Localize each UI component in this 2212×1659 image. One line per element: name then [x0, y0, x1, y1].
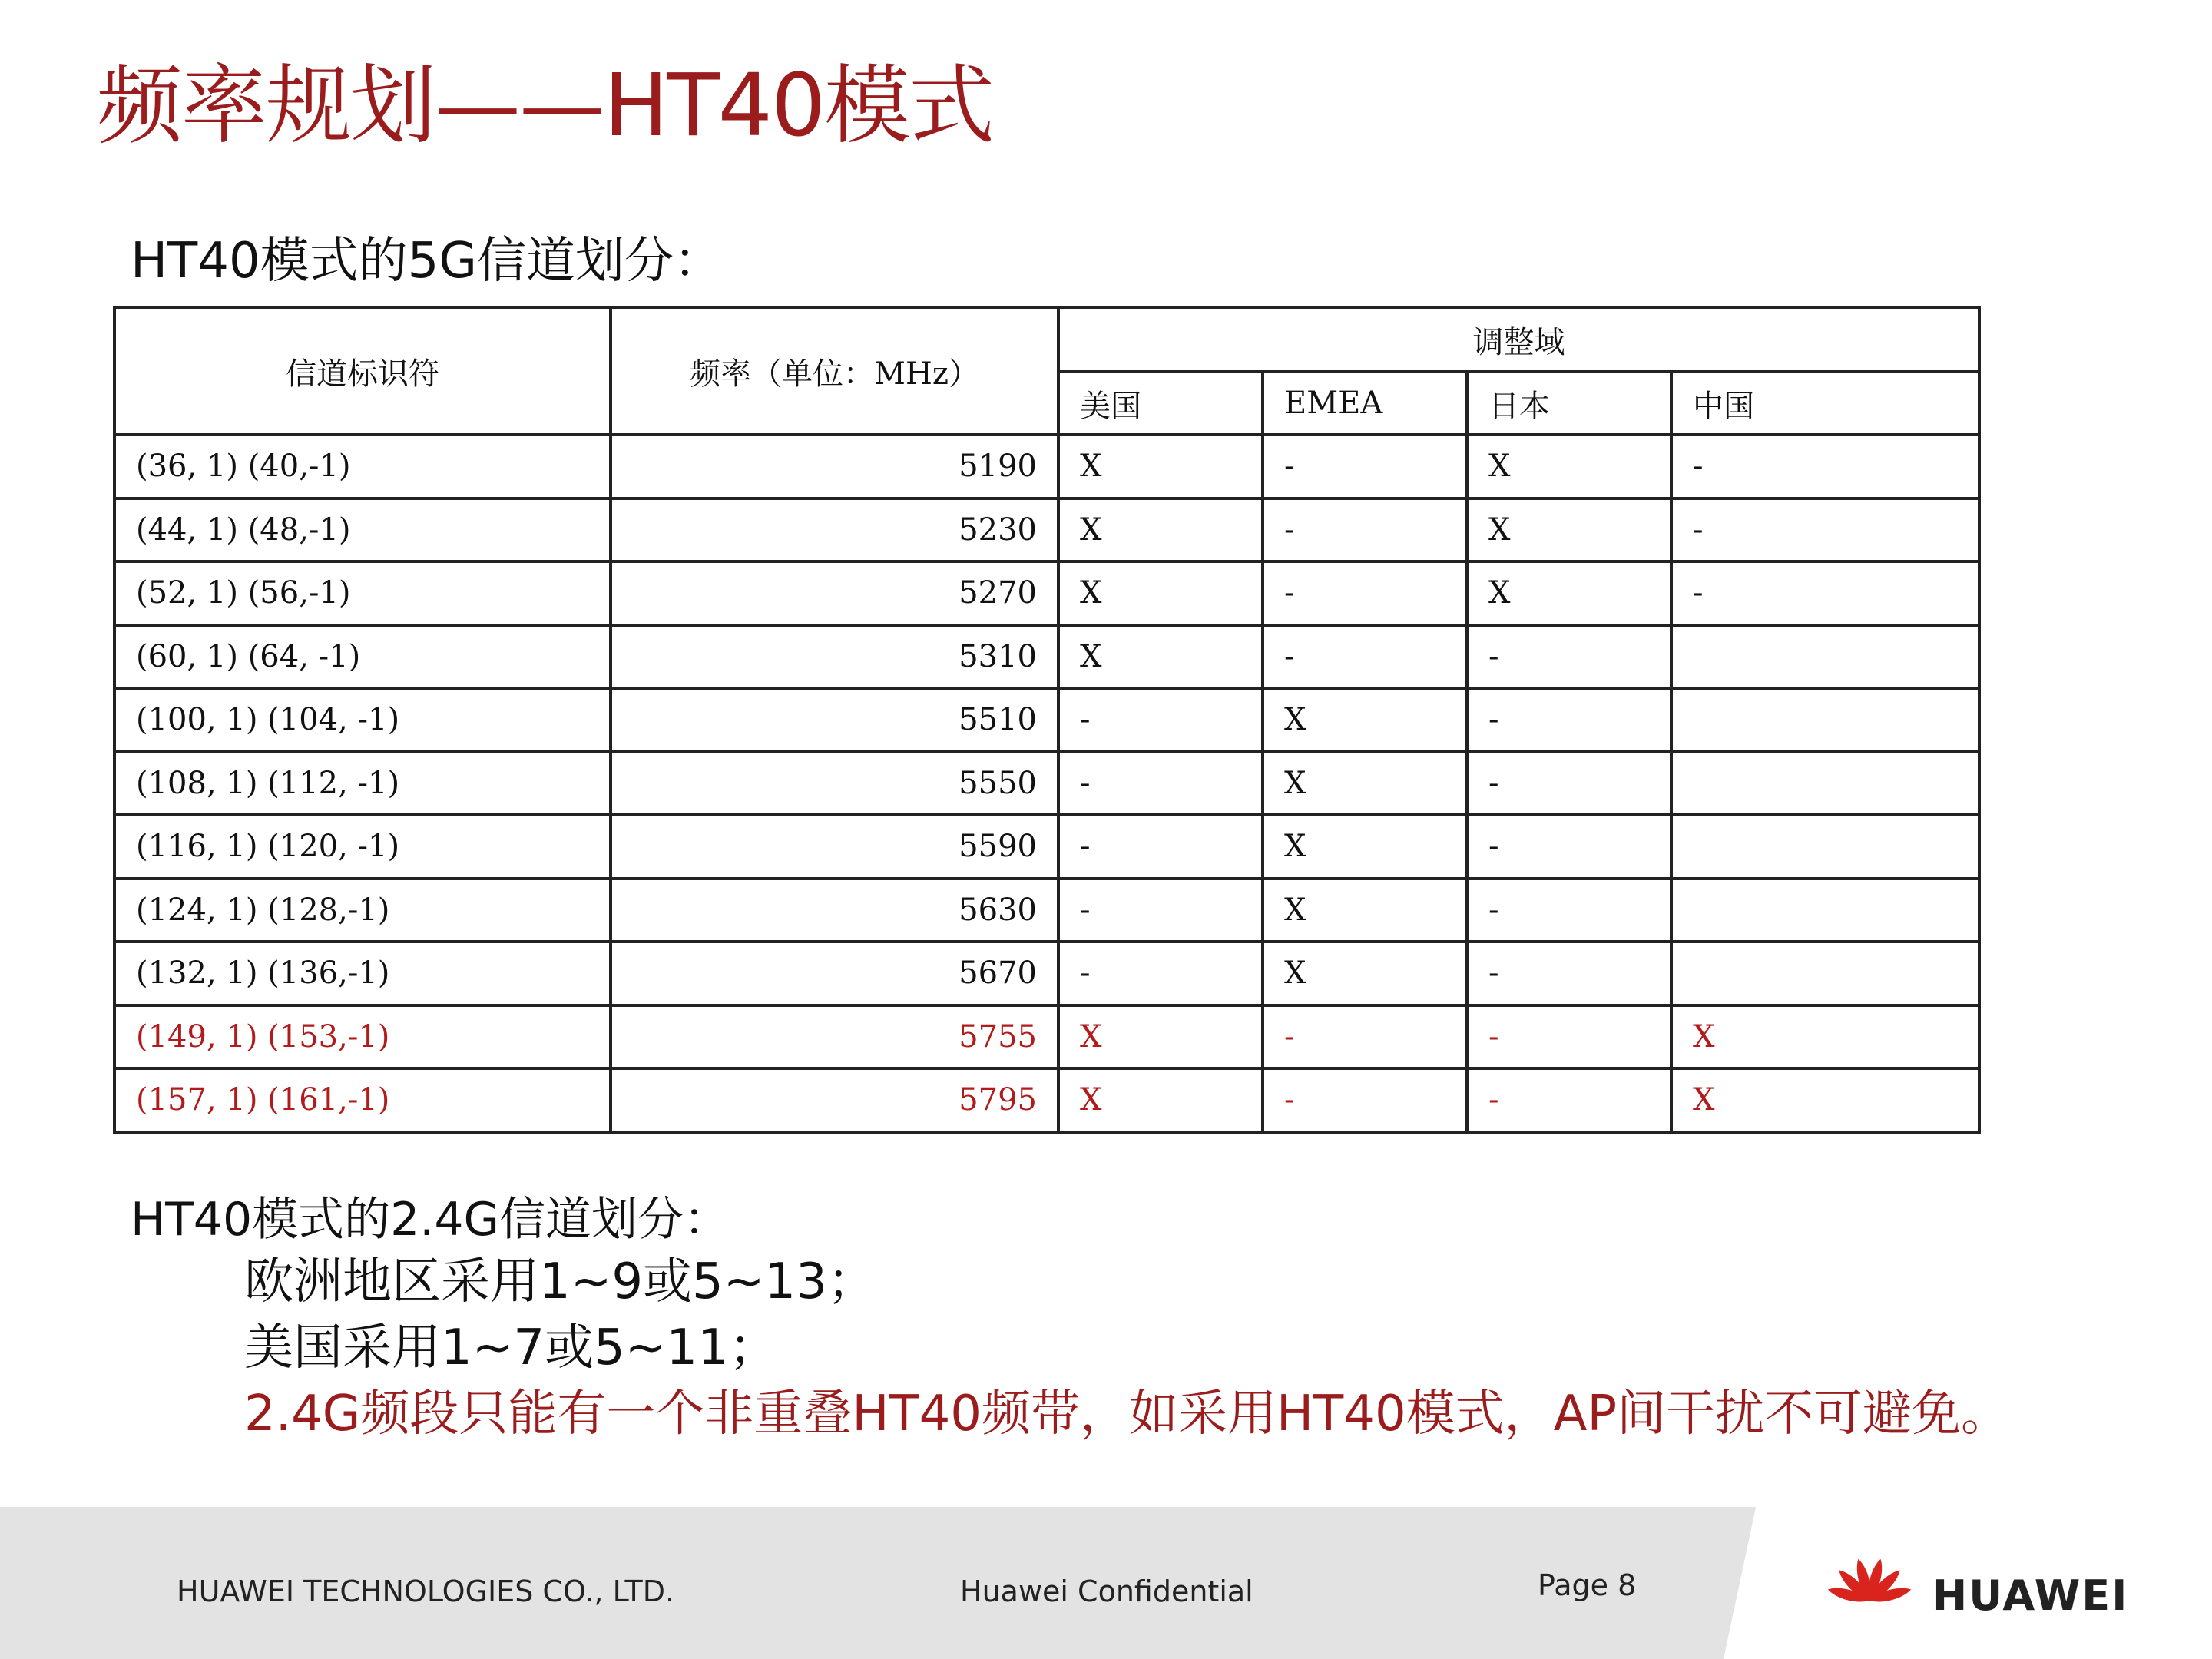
channel-cell: (132, 1) (136,-1) [114, 942, 611, 1005]
table-row [114, 879, 1979, 942]
us-cell: - [1058, 942, 1263, 1005]
slide-title: 频率规划——HT40模式 [97, 56, 994, 156]
frequency-cell: 5230 [611, 498, 1058, 562]
japan-cell: - [1467, 1068, 1671, 1132]
header-region-japan: 日本 [1467, 372, 1671, 435]
us-cell: X [1058, 625, 1263, 689]
emea-cell: - [1263, 1068, 1467, 1132]
japan-cell: - [1467, 942, 1671, 1005]
footer-confidential: Huawei Confidential [960, 1575, 1253, 1608]
us-cell: X [1058, 435, 1263, 498]
frequency-cell: 5190 [611, 435, 1058, 498]
emea-cell: X [1263, 752, 1467, 816]
table-row [114, 815, 1979, 879]
us-channel-line: 美国采用1~7或5~11； [244, 1320, 778, 1376]
header-region-us: 美国 [1058, 372, 1263, 435]
china-cell [1671, 752, 1979, 816]
europe-channel-line: 欧洲地区采用1~9或5~13； [244, 1253, 876, 1310]
china-cell: - [1671, 498, 1979, 562]
footer-page-number: Page 8 [1538, 1568, 1637, 1602]
table-row [114, 498, 1979, 562]
japan-cell: - [1467, 1005, 1671, 1069]
channel-cell: (157, 1) (161,-1) [114, 1068, 611, 1132]
emea-cell: - [1263, 625, 1467, 689]
china-cell: - [1671, 435, 1979, 498]
header-channel: 信道标识符 [114, 307, 611, 435]
channel-cell: (52, 1) (56,-1) [114, 561, 611, 625]
header-region-emea: EMEA [1263, 372, 1467, 435]
emea-cell: - [1263, 1005, 1467, 1069]
japan-cell: X [1467, 435, 1671, 498]
emea-cell: - [1263, 435, 1467, 498]
frequency-cell: 5510 [611, 688, 1058, 752]
header-region-china: 中国 [1671, 372, 1979, 435]
channel-cell: (100, 1) (104, -1) [114, 688, 611, 752]
channel-cell: (116, 1) (120, -1) [114, 815, 611, 879]
channel-cell: (60, 1) (64, -1) [114, 625, 611, 689]
china-cell: X [1671, 1005, 1979, 1069]
us-cell: X [1058, 1068, 1263, 1132]
china-cell [1671, 625, 1979, 689]
frequency-cell: 5670 [611, 942, 1058, 1005]
section-24g-heading: HT40模式的2.4G信道划分： [131, 1193, 730, 1247]
table-row [114, 435, 1979, 498]
frequency-cell: 5630 [611, 879, 1058, 942]
japan-cell: - [1467, 879, 1671, 942]
us-cell: X [1058, 498, 1263, 562]
china-cell [1671, 879, 1979, 942]
japan-cell: - [1467, 752, 1671, 816]
frequency-cell: 5550 [611, 752, 1058, 816]
channel-cell: (108, 1) (112, -1) [114, 752, 611, 816]
table-row [114, 561, 1979, 625]
section-5g-heading: HT40模式的5G信道划分： [131, 233, 723, 290]
emea-cell: X [1263, 815, 1467, 879]
us-cell: - [1058, 815, 1263, 879]
channel-cell: (36, 1) (40,-1) [114, 435, 611, 498]
table-row [114, 1005, 1979, 1069]
us-cell: X [1058, 1005, 1263, 1069]
emea-cell: X [1263, 942, 1467, 1005]
emea-cell: - [1263, 561, 1467, 625]
footer-company: HUAWEI TECHNOLOGIES CO., LTD. [177, 1575, 675, 1608]
japan-cell: - [1467, 688, 1671, 752]
frequency-cell: 5795 [611, 1068, 1058, 1132]
emea-cell: - [1263, 498, 1467, 562]
us-cell: X [1058, 561, 1263, 625]
frequency-cell: 5270 [611, 561, 1058, 625]
header-frequency: 频率（单位：MHz） [611, 307, 1058, 435]
china-cell [1671, 688, 1979, 752]
interference-note: 2.4G频段只能有一个非重叠HT40频带，如采用HT40模式，AP间干扰不可避免。 [244, 1386, 2011, 1442]
japan-cell: - [1467, 625, 1671, 689]
header-regulatory-domain: 调整域 [1058, 307, 1979, 372]
emea-cell: X [1263, 688, 1467, 752]
table-row [114, 688, 1979, 752]
emea-cell: X [1263, 879, 1467, 942]
frequency-cell: 5755 [611, 1005, 1058, 1069]
us-cell: - [1058, 688, 1263, 752]
channel-table [113, 306, 1981, 1134]
channel-cell: (44, 1) (48,-1) [114, 498, 611, 562]
china-cell: X [1671, 1068, 1979, 1132]
japan-cell: X [1467, 561, 1671, 625]
china-cell [1671, 942, 1979, 1005]
channel-cell: (124, 1) (128,-1) [114, 879, 611, 942]
china-cell [1671, 815, 1979, 879]
us-cell: - [1058, 879, 1263, 942]
frequency-cell: 5590 [611, 815, 1058, 879]
frequency-cell: 5310 [611, 625, 1058, 689]
china-cell: - [1671, 561, 1979, 625]
table-row [114, 625, 1979, 689]
us-cell: - [1058, 752, 1263, 816]
table-row [114, 1068, 1979, 1132]
japan-cell: - [1467, 815, 1671, 879]
section-24g [131, 1183, 2010, 1447]
table-row [114, 752, 1979, 816]
table-row [114, 942, 1979, 1005]
channel-cell: (149, 1) (153,-1) [114, 1005, 611, 1069]
japan-cell: X [1467, 498, 1671, 562]
huawei-logo-text: HUAWEI [1932, 1571, 2129, 1620]
